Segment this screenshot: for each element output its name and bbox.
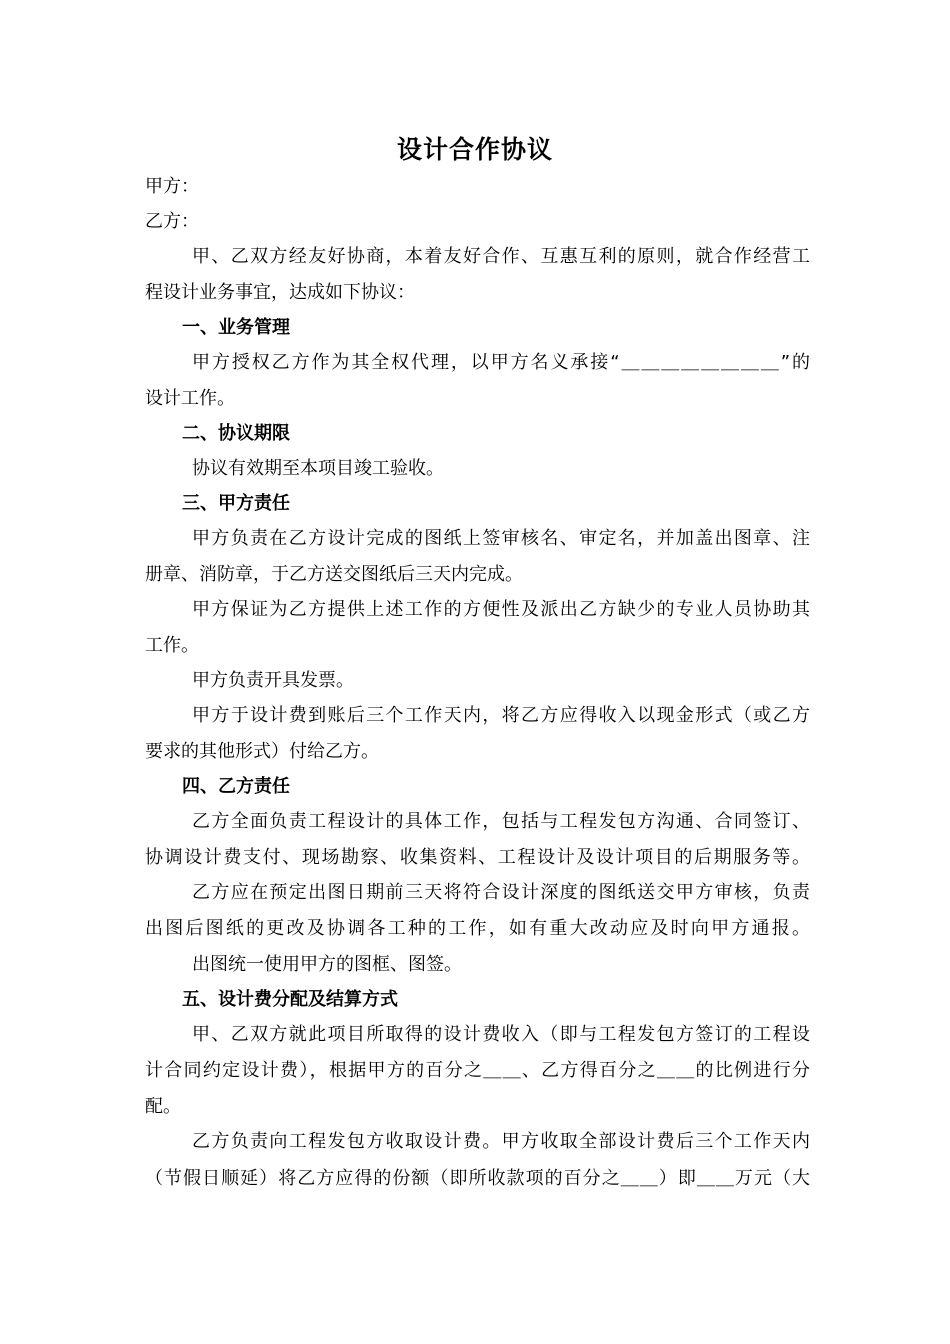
paragraph-line: 要求的其他形式）付给乙方。 (145, 741, 379, 762)
document-title: 设计合作协议 (396, 135, 553, 164)
party-b-label: 乙方： (145, 211, 199, 232)
paragraph-line: 甲方保证为乙方提供上述工作的方便性及派出乙方缺少的专业人员协助其 (192, 599, 810, 620)
paragraph-line: 出图统一使用甲方的图框、图签。 (192, 954, 462, 975)
paragraph-line: 甲方负责在乙方设计完成的图纸上签审核名、审定名，并加盖出图章、注 (192, 528, 810, 549)
section-heading: 四、乙方责任 (182, 776, 290, 797)
paragraph-line: 计合同约定设计费），根据甲方的百分之＿＿、乙方得百分之＿＿的比例进行分 (145, 1060, 810, 1081)
paragraph-line: 甲方于设计费到账后三个工作天内，将乙方应得收入以现金形式（或乙方 (192, 705, 810, 726)
paragraph-line: 配。 (145, 1096, 181, 1117)
section-heading: 一、业务管理 (182, 317, 290, 338)
paragraph-line: 程设计业务事宜，达成如下协议： (145, 282, 415, 303)
section-heading: 五、设计费分配及结算方式 (182, 989, 398, 1010)
paragraph-line: 协议有效期至本项目竣工验收。 (192, 458, 444, 479)
paragraph-line: 出图后图纸的更改及协调各工种的工作，如有重大改动应及时向甲方通报。 (145, 918, 810, 939)
section-heading: 三、甲方责任 (182, 493, 290, 514)
paragraph-line: 设计工作。 (145, 388, 235, 409)
paragraph-line: 甲方负责开具发票。 (192, 670, 354, 691)
section-heading: 二、协议期限 (182, 423, 290, 444)
paragraph-line: 协调设计费支付、现场勘察、收集资料、工程设计及设计项目的后期服务等。 (145, 847, 810, 868)
paragraph-line: 册章、消防章，于乙方送交图纸后三天内完成。 (145, 564, 523, 585)
paragraph-line: 甲、乙双方经友好协商，本着友好合作、互惠互利的原则，就合作经营工 (192, 246, 810, 267)
paragraph-line: 甲方授权乙方作为其全权代理，以甲方名义承接“＿＿＿＿＿＿＿＿”的 (192, 352, 810, 373)
paragraph-line: 乙方负责向工程发包方收取设计费。甲方收取全部设计费后三个工作天内 (192, 1131, 810, 1152)
party-a-label: 甲方： (145, 176, 199, 197)
paragraph-line: 甲、乙双方就此项目所取得的设计费收入（即与工程发包方签订的工程设 (192, 1024, 810, 1045)
paragraph-line: 乙方应在预定出图日期前三天将符合设计深度的图纸送交甲方审核，负责 (192, 882, 810, 903)
paragraph-line: （节假日顺延）将乙方应得的份额（即所收款项的百分之＿＿）即＿＿万元（大 (145, 1168, 810, 1189)
paragraph-line: 乙方全面负责工程设计的具体工作，包括与工程发包方沟通、合同签订、 (192, 811, 810, 832)
paragraph-line: 工作。 (145, 635, 199, 656)
